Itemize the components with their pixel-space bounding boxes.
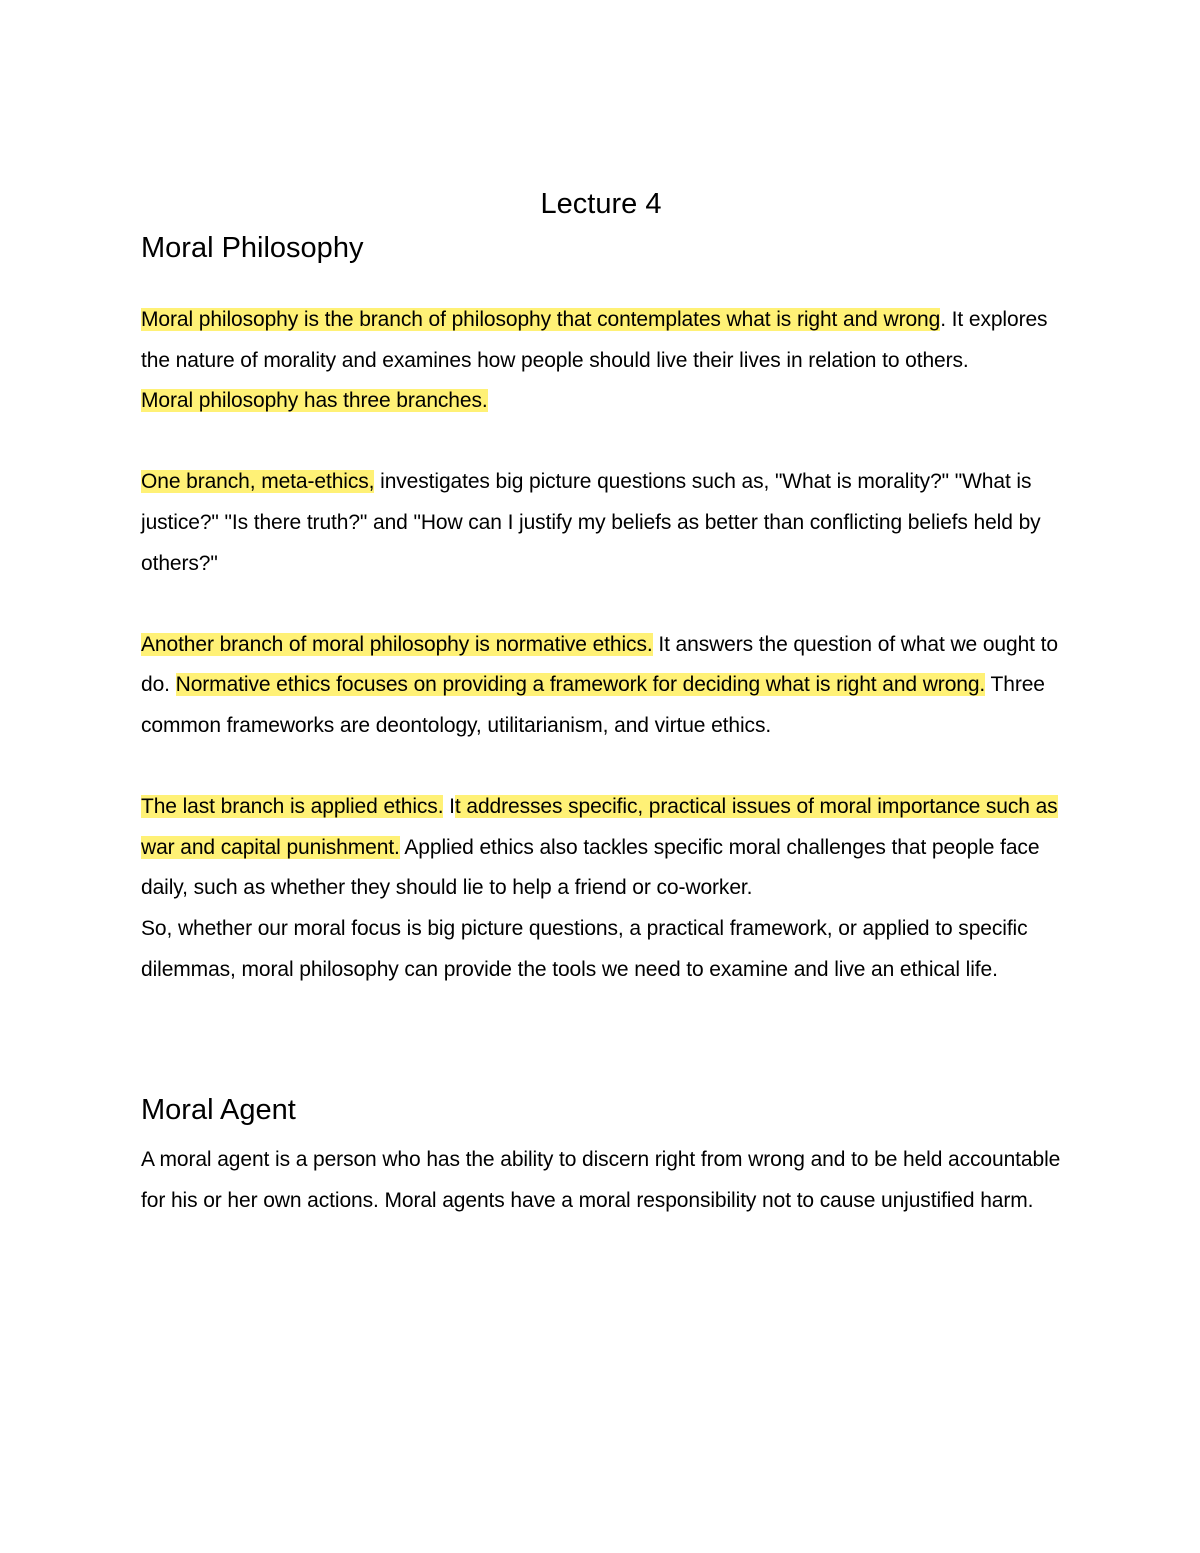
highlighted-text: Moral philosophy is the branch of philosophy that contemplates what is right and wrong (141, 308, 941, 331)
paragraph-spacer (141, 747, 1061, 788)
highlighted-text: t addresses specific, practical issues of moral importance such as war and capital punishment. (141, 795, 1058, 859)
document-page (141, 180, 1061, 1221)
highlighted-text: Moral philosophy has three branches. (141, 389, 488, 413)
highlighted-text: One branch, meta-ethics, (141, 470, 375, 494)
paragraph-moral-agent: A moral agent is a person who has the ability to discern right from wrong and to be held accountable for his or her own actions. Moral agents have a moral responsibility not to cause unjustified harm. (141, 1148, 1061, 1212)
paragraph-text: . It explores the nature of morality and examines how people should live their lives in relation to others. (141, 308, 1048, 372)
paragraph-meta-ethics (141, 462, 1061, 584)
paragraph-normative-ethics (141, 625, 1061, 747)
highlighted-text: The last branch is applied ethics. (141, 795, 444, 819)
paragraph-text: Three common frameworks are deontology, utilitarianism, and virtue ethics. (141, 673, 1045, 737)
paragraph-text: I (443, 795, 455, 819)
paragraph-definition (141, 300, 1061, 381)
highlighted-text: Another branch of moral philosophy is normative ethics. (141, 632, 653, 656)
paragraph-text: investigates big picture questions such as, "What is morality?" "What is justice?" "Is there truth?" and "How can I justify my beliefs as better than conflicting beliefs held by others?" (141, 470, 1041, 575)
paragraph-text: It answers the question of what we ought to do. (141, 632, 1058, 697)
paragraph-applied-ethics (141, 787, 1061, 909)
paragraph-three-branches (141, 381, 1061, 422)
document-title: Lecture 4 (540, 188, 662, 220)
highlighted-text: Normative ethics focuses on providing a framework for deciding what is right and wrong. (175, 673, 986, 697)
section-heading-moral-agent: Moral Agent (141, 1094, 296, 1127)
section-heading-moral-philosophy: Moral Philosophy (141, 232, 364, 264)
paragraph-spacer (141, 422, 1061, 463)
paragraph-spacer (141, 584, 1061, 625)
section-spacer (141, 990, 1061, 1090)
paragraph-conclusion: So, whether our moral focus is big picture questions, a practical framework, or applied to specific dilemmas, moral philosophy can provide the tools we need to examine and live an ethical life. (141, 916, 1028, 981)
paragraph-text: Applied ethics also tackles specific moral challenges that people face daily, such as whether they should lie to help a friend or co-worker. (141, 835, 1040, 900)
